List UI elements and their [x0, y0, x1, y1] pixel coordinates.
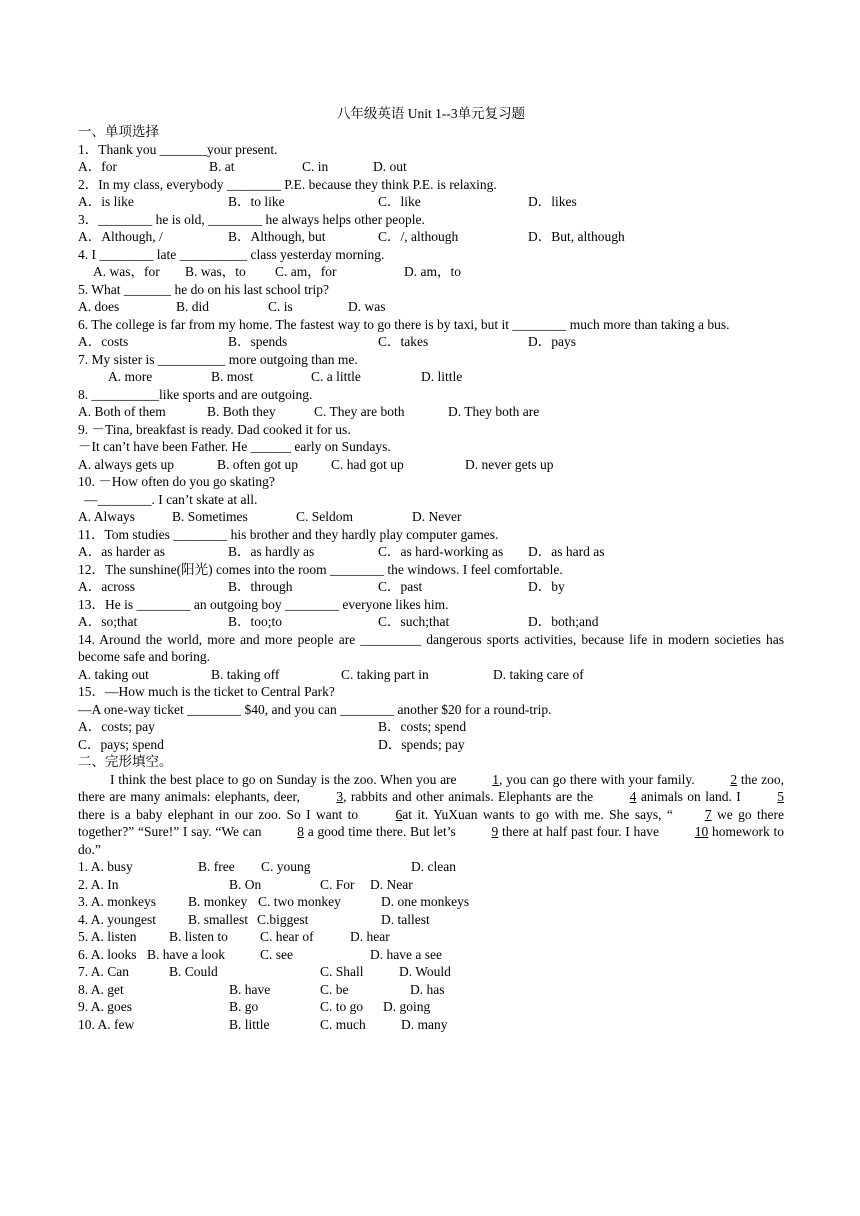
option-text: D. one monkeys [381, 894, 470, 909]
option-text: D．as hard as [528, 544, 605, 559]
option-row [78, 298, 784, 316]
option-text: D. going [383, 999, 431, 1014]
passage-text: , you can go there with your family. [499, 771, 699, 787]
option-text: C. taking part in [341, 666, 429, 682]
option-text: B. smallest [188, 911, 248, 927]
option-row [78, 736, 784, 754]
question-stem-reply: —A one-way ticket ________ $40, and you can ________ another $20 for a round-trip. [78, 701, 552, 717]
option-text: B. little [229, 1016, 270, 1032]
section-heading: 二、完形填空。 [78, 754, 173, 769]
option-text: C. much [320, 1016, 366, 1032]
cloze-option-row [78, 998, 784, 1016]
option-text: B．as hardly as [228, 544, 315, 559]
option-text: B. Sometimes [172, 509, 248, 524]
option-row [78, 718, 784, 736]
answer-blank: 6 [395, 806, 403, 822]
option-text: B．too;to [228, 614, 283, 629]
option-text: A．so;that [78, 614, 138, 629]
option-text: B. most [211, 369, 254, 384]
worksheet [78, 104, 784, 1033]
option-text: A．is like [78, 194, 134, 209]
option-text: A. Always [78, 509, 135, 524]
option-text: A. more [108, 369, 153, 384]
option-text: B. have a look [147, 946, 225, 962]
passage-text: there at half past four. I have [498, 824, 663, 839]
option-text: D. taking care of [493, 666, 584, 682]
option-text: C．such;that [378, 614, 450, 629]
answer-blank: 3 [336, 789, 344, 804]
question-stem: 8. __________like sports and are outgoing. [78, 386, 313, 402]
cloze-option-row [78, 893, 784, 911]
option-text: A．costs [78, 334, 129, 349]
option-text: D. am，to [404, 264, 461, 279]
option-text: A. was，for [93, 264, 160, 279]
option-text: A．costs; pay [78, 719, 155, 734]
option-text: 10. A. few [78, 1016, 135, 1032]
option-text: B. go [229, 999, 259, 1014]
option-text: B. have [229, 981, 271, 997]
question-stem-reply: －It can’t have been Father. He ______ early on Sundays. [78, 439, 391, 454]
question-stem: 12．The sunshine(阳光) comes into the room ________ the windows. I feel comfortable. [78, 561, 563, 577]
option-text: B．costs; spend [378, 719, 467, 734]
cloze-option-row [78, 963, 784, 981]
option-text: B. monkey [188, 894, 248, 909]
option-text: B. at [209, 159, 235, 174]
option-text: B. taking off [211, 666, 280, 682]
answer-blank: 1 [492, 771, 500, 787]
question-stem: 9. －Tina, breakfast is ready. Dad cooked it for us. [78, 421, 351, 437]
option-text: A．for [78, 159, 117, 174]
option-text: D. have a see [370, 946, 442, 962]
option-text: A. taking out [78, 666, 149, 682]
option-text: C．like [378, 194, 421, 209]
option-text: C. young [261, 859, 311, 874]
option-text: D．by [528, 579, 565, 594]
question-stem: 1．Thank you _______your present. [78, 141, 278, 157]
option-text: D. has [410, 981, 445, 997]
option-text: C. Seldom [296, 509, 354, 524]
cloze-option-row [78, 928, 784, 946]
answer-blank: 4 [629, 789, 637, 804]
option-row [78, 666, 784, 684]
option-text: A．as harder as [78, 544, 165, 559]
question-stem: 14. Around the world, more and more people are _________ dangerous sports activities, because life in modern societies has become safe and boring. [78, 631, 784, 664]
option-text: B．spends [228, 334, 288, 349]
option-text: A．across [78, 579, 135, 594]
option-row [78, 333, 784, 351]
multiple-choice-section [78, 141, 784, 754]
option-row [78, 456, 784, 474]
cloze-option-row [78, 981, 784, 999]
option-text: B．through [228, 579, 293, 594]
option-text: D. many [401, 1016, 448, 1032]
page-title: 八年级英语 Unit 1--3单元复习题 [336, 106, 526, 121]
passage-text: homework to do.” [78, 824, 784, 857]
option-row [78, 508, 784, 526]
option-text: C．takes [378, 334, 429, 349]
option-text: C. is [268, 299, 293, 314]
option-text: C. a little [311, 369, 361, 384]
question-stem: 3．________ he is old, ________ he always helps other people. [78, 211, 425, 227]
option-text: B．Although, but [228, 229, 326, 244]
question-stem: 15．—How much is the ticket to Central Park? [78, 684, 335, 699]
cloze-option-row [78, 946, 784, 964]
option-text: C. two monkey [258, 894, 341, 909]
option-text: B. was，to [185, 264, 246, 279]
passage-text: animals on land. I [636, 789, 746, 804]
answer-blank: 5 [777, 789, 784, 804]
question-stem: 4. I ________ late __________ class yesterday morning. [78, 246, 385, 262]
option-text: A. Both of them [78, 404, 166, 419]
option-text: C．as hard-working as [378, 544, 504, 559]
option-row [78, 578, 784, 596]
option-text: D．pays [528, 334, 576, 349]
question-stem: 13．He is ________ an outgoing boy ________ everyone likes him. [78, 596, 449, 612]
answer-blank: 2 [730, 771, 738, 787]
question-stem: 10. －How often do you go skating? [78, 474, 275, 489]
option-row [78, 543, 784, 561]
option-text: D. out [373, 159, 407, 174]
option-text: D. They both are [448, 404, 540, 419]
option-text: 8. A. get [78, 981, 124, 997]
option-text: C. in [302, 159, 329, 174]
option-text: C. to go [320, 999, 364, 1014]
option-text: C. see [260, 946, 293, 962]
option-text: D. hear [350, 929, 390, 944]
option-text: A. does [78, 299, 120, 314]
option-text: 6. A. looks [78, 946, 137, 962]
option-text: C. hear of [260, 929, 314, 944]
option-text: 7. A. Can [78, 964, 130, 979]
passage-text: , rabbits and other animals. Elephants are the [343, 789, 598, 804]
option-row [78, 263, 784, 281]
option-row [78, 403, 784, 421]
option-text: C. had got up [331, 456, 404, 472]
option-text: D. never gets up [465, 456, 554, 472]
option-text: 2. A. In [78, 876, 119, 892]
option-text: C.biggest [257, 911, 309, 927]
question-stem: 11．Tom studies ________ his brother and they hardly play computer games. [78, 526, 499, 542]
cloze-passage [78, 771, 784, 859]
option-text: B. listen to [169, 929, 228, 944]
option-text: A. always gets up [78, 456, 174, 472]
question-stem: 2．In my class, everybody ________ P.E. because they think P.E. is relaxing. [78, 176, 497, 192]
option-text: D. was [348, 299, 386, 314]
option-text: C．past [378, 579, 423, 594]
cloze-options-section [78, 858, 784, 1033]
option-text: C. For [320, 876, 355, 892]
option-row [78, 613, 784, 631]
option-text: B．to like [228, 194, 285, 209]
option-text: B. On [229, 876, 262, 892]
option-row [78, 368, 784, 386]
cloze-option-row [78, 858, 784, 876]
option-text: D. clean [411, 859, 456, 874]
option-text: 9. A. goes [78, 999, 132, 1014]
option-text: B. Both they [207, 404, 276, 419]
passage-text: we go there together?” “Sure!” I say. “We can [78, 806, 784, 839]
option-text: 4. A. youngest [78, 911, 157, 927]
option-text: D．But, although [528, 229, 625, 244]
passage-text: at it. YuXuan wants to go with me. She says, “ [402, 806, 673, 822]
question-stem: 5. What _______ he do on his last school trip? [78, 281, 329, 297]
option-row [78, 193, 784, 211]
option-text: D．likes [528, 194, 577, 209]
option-text: 5. A. listen [78, 929, 137, 944]
option-text: C. Shall [320, 964, 364, 979]
option-text: 1. A. busy [78, 859, 133, 874]
passage-text: there is a baby elephant in our zoo. So I want to [78, 806, 364, 822]
option-text: B. often got up [217, 456, 298, 472]
option-text: D. Would [399, 964, 451, 979]
answer-blank: 10 [694, 824, 709, 839]
cloze-option-row [78, 911, 784, 929]
option-row [78, 228, 784, 246]
option-text: D. little [421, 369, 463, 384]
option-text: D. Never [412, 509, 462, 524]
option-text: C. be [320, 981, 349, 997]
option-text: C．pays; spend [78, 736, 164, 752]
option-text: C．/, although [378, 229, 459, 244]
option-text: B. did [176, 299, 210, 314]
option-text: C. They are both [314, 404, 405, 419]
cloze-option-row [78, 1016, 784, 1034]
passage-text: the zoo, there are many animals: elephants, deer, [78, 771, 784, 804]
option-text: A．Although, / [78, 229, 163, 244]
option-text: D．both;and [528, 614, 599, 629]
section-heading: 一、单项选择 [78, 124, 159, 139]
answer-blank: 7 [704, 806, 712, 822]
option-text: B. Could [169, 964, 218, 979]
question-stem: 7. My sister is __________ more outgoing than me. [78, 351, 358, 367]
passage-text: a good time there. But let’s [304, 824, 460, 839]
option-text: D. Near [370, 876, 413, 892]
passage-text: I think the best place to go on Sunday is the zoo. When you are [110, 771, 461, 787]
question-stem-reply: —________. I can’t skate at all. [84, 491, 258, 507]
option-text: D. tallest [381, 911, 430, 927]
answer-blank: 8 [297, 824, 304, 839]
question-stem: 6. The college is far from my home. The fastest way to go there is by taxi, but it ________ much more than taking a bus. [78, 316, 730, 332]
option-text: C. am，for [275, 264, 337, 279]
option-text: D．spends; pay [378, 736, 465, 752]
option-text: B. free [198, 859, 235, 874]
answer-blank: 9 [491, 824, 499, 839]
option-text: 3. A. monkeys [78, 894, 157, 909]
option-row [78, 158, 784, 176]
cloze-option-row [78, 876, 784, 894]
